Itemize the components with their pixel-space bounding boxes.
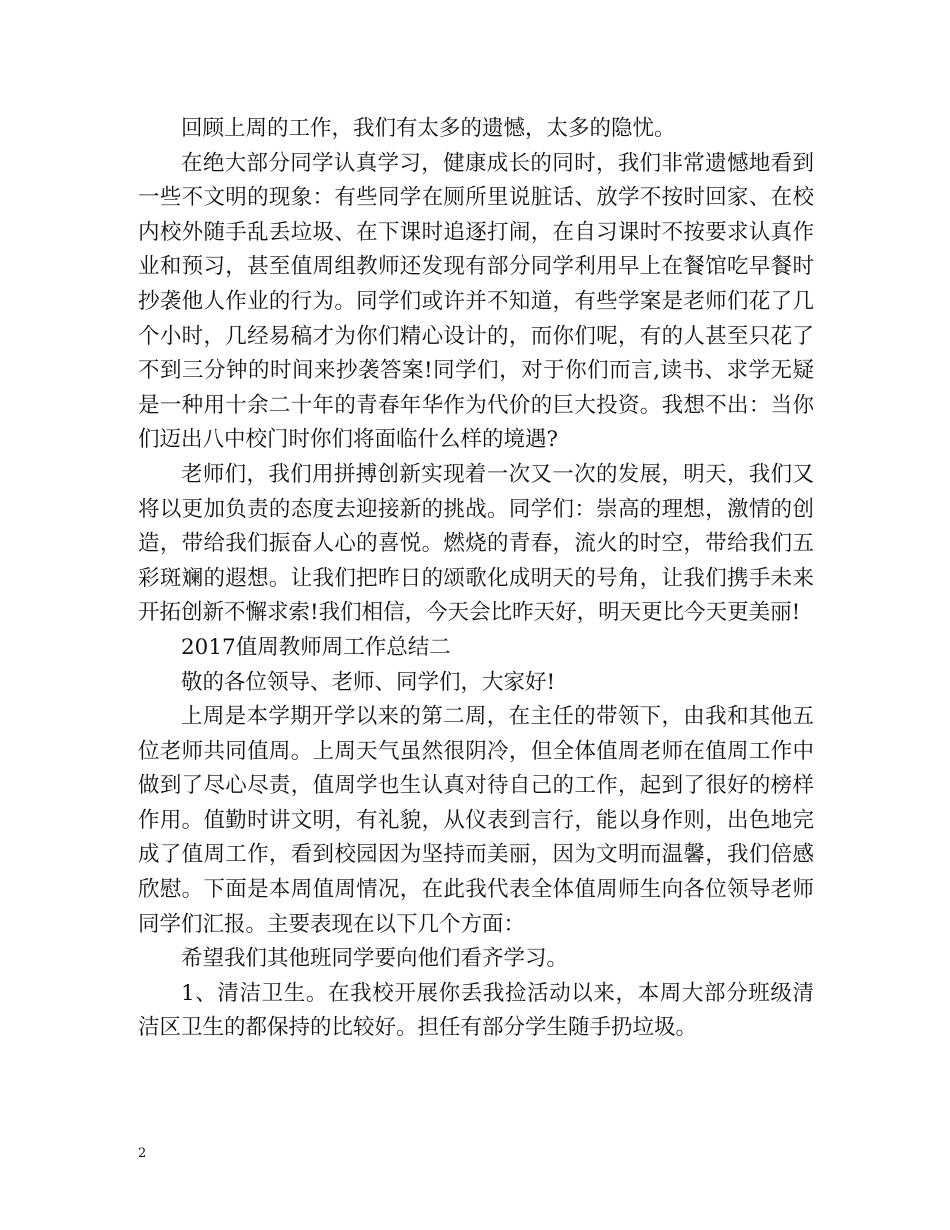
section-heading: 2017值周教师周工作总结二 [181, 634, 451, 660]
paragraph-week-summary: 上周是本学期开学以来的第二周，在主任的带领下，由我和其他五位老师共同值周。上周天气虽然很阴冷，但全体值周老师在值周工作中做到了尽心尽责，值周学也生认真对待自己的工作，起到了很好的榜样作用。值勤时讲文明，有礼貌，从仪表到言行，能以身作则，出色地完成了值周工作，看到校园因为坚持而美丽，因为文明而温馨，我们倍感欣慰。下面是本周值周情况，在此我代表全体值周师生向各位领导老师同学们汇报。主要表现在以下几个方面： [138, 704, 814, 937]
paragraph-hope: 希望我们其他班同学要向他们看齐学习。 [181, 946, 569, 972]
paragraph-review: 回顾上周的工作，我们有太多的遗憾，太多的隐忧。 [181, 116, 676, 141]
paragraph-encouragement: 老师们，我们用拼搏创新实现着一次又一次的发展，明天，我们又将以更加负责的态度去迎接新的挑战。同学们：崇高的理想，激情的创造，带给我们振奋人心的喜悦。燃烧的青春，流火的时空，带给我们五彩斑斓的遐想。让我们把昨日的颂歌化成明天的号角，让我们携手未来开拓创新不懈求索!我们相信，今天会比昨天好，明天更比今天更美丽! [138, 461, 814, 626]
paragraph-uncivil-behavior: 在绝大部分同学认真学习，健康成长的同时，我们非常遗憾地看到一些不文明的现象：有些同学在厕所里说脏话、放学不按时回家、在校内校外随手乱丢垃圾、在下课时追逐打闹，在自习课时不按要求认真作业和预习，甚至值周组教师还发现有部分同学利用早上在餐馆吃早餐时抄袭他人作业的行为。同学们或许并不知道，有些学案是老师们花了几个小时，几经易稿才为你们精心设计的，而你们呢，有的人甚至只花了不到三分钟的时间来抄袭答案!同学们，对于你们而言,读书、求学无疑是一种用十余二十年的青春年华作为代价的巨大投资。我想不出：当你们迈出八中校门时你们将面临什么样的境遇? [138, 150, 814, 453]
paragraph-greeting: 敬的各位领导、老师、同学们，大家好! [181, 669, 556, 695]
page-number: 2 [138, 1146, 147, 1161]
paragraph-cleanliness: 1、清洁卫生。在我校开展你丢我捡活动以来，本周大部分班级清洁区卫生的都保持的比较好。担任有部分学生随手扔垃圾。 [138, 980, 814, 1041]
document-body [138, 112, 814, 1046]
